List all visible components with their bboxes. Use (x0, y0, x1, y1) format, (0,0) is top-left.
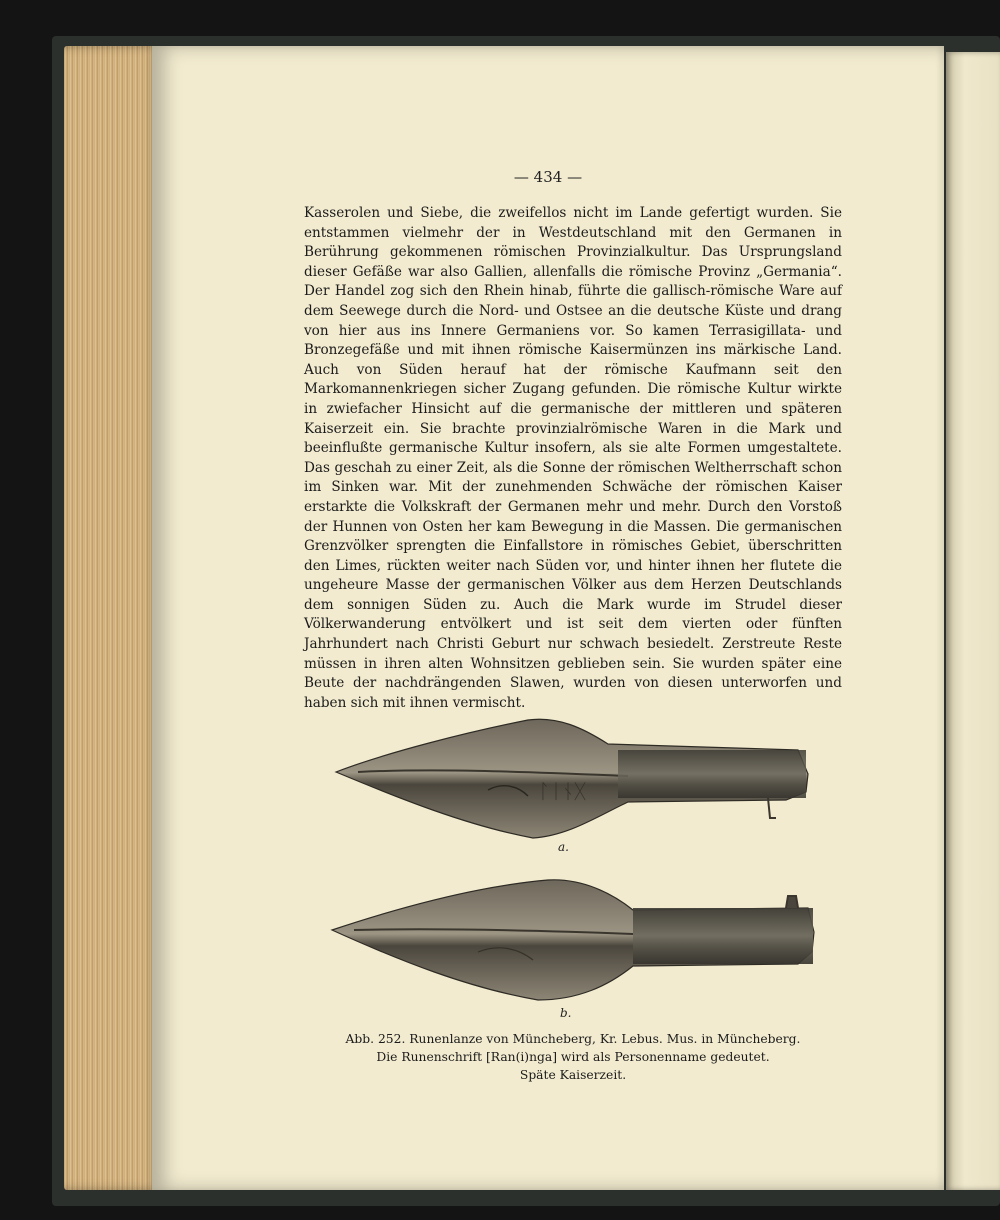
figure-caption (304, 1030, 842, 1084)
spearhead-illustration (328, 702, 828, 1022)
caption-line-2: Die Runenschrift [Ran(i)nga] wird als Personenname gedeutet. (376, 1050, 770, 1064)
spearhead-a (336, 719, 808, 838)
spearhead-b (332, 880, 814, 1000)
page-number: — 434 — (513, 168, 583, 186)
paragraph-text: Kasserolen und Siebe, die zweifellos nicht im Lande gefertigt wurden. Sie entstammen vielmehr der in Westdeutschland mit den Germanen in Berührung gekommenen römischen Provinzialkultur. Das Ursprungsland dieser Gefäße war also Gallien, allenfalls die römische Provinz „Germania“. Der Handel zog sich den Rhein hinab, führte die gallisch-römische Ware auf dem Seewege durch die Nord- und Ostsee an die deutsche Küste und drang von hier aus ins Innere Germaniens vor. So kamen Terrasigillata- und Bronzegefäße und mit ihnen römische Kaisermünzen ins märkische Land. Auch von Süden herauf hat der römische Kaufmann seit den Markomannenkriegen sicher Zugang gefunden. Die römische Kultur wirkte in zwiefacher Hinsicht auf die germanische der mittleren und späteren Kaiserzeit ein. Sie brachte provinzialrömische Waren in die Mark und beeinflußte germanische Kultur insofern, als sie alte Formen umgestaltete. Das geschah zu einer Zeit, als die Sonne der römischen Weltherrschaft schon im Sinken war. Mit der zunehmenden Schwäche der römischen Kaiser erstarkte die Volkskraft der Germanen mehr und mehr. Durch den Vorstoß der Hunnen von Osten her kam Bewegung in die Massen. Die germanischen Grenzvölker sprengten die Einfallstore in römisches Gebiet, überschritten den Limes, rückten weiter nach Süden vor, und hinter ihnen her flutete die ungeheure Masse der germanischen Völker aus dem Herzen Deutschlands dem sonnigen Süden zu. Auch die Mark wurde im Strudel dieser Völkerwanderung entvölkert und ist seit dem vierten oder fünften Jahrhundert nach Christi Geburt nur schwach besiedelt. Zerstreute Reste müssen in ihren alten Wohnsitzen geblieben sein. Sie wurden später eine Beute der nachdrängenden Slawen, wurden von diesen unterworfen und haben sich mit ihnen vermischt. (304, 205, 842, 711)
page-edges (64, 46, 160, 1190)
facing-page-edge (946, 52, 1000, 1190)
figure-label-a: a. (558, 840, 569, 854)
svg-text:ᛚᛁᚾᚷ: ᛚᛁᚾᚷ (538, 779, 586, 803)
book-page (152, 46, 944, 1190)
caption-line-3: Späte Kaiserzeit. (519, 1068, 627, 1082)
body-paragraph (304, 204, 842, 713)
figure-label-b: b. (560, 1006, 572, 1020)
figure-spearheads (328, 702, 828, 1022)
caption-line-1: Abb. 252. Runenlanze von Müncheberg, Kr. Lebus. Mus. in Müncheberg. (345, 1032, 801, 1046)
